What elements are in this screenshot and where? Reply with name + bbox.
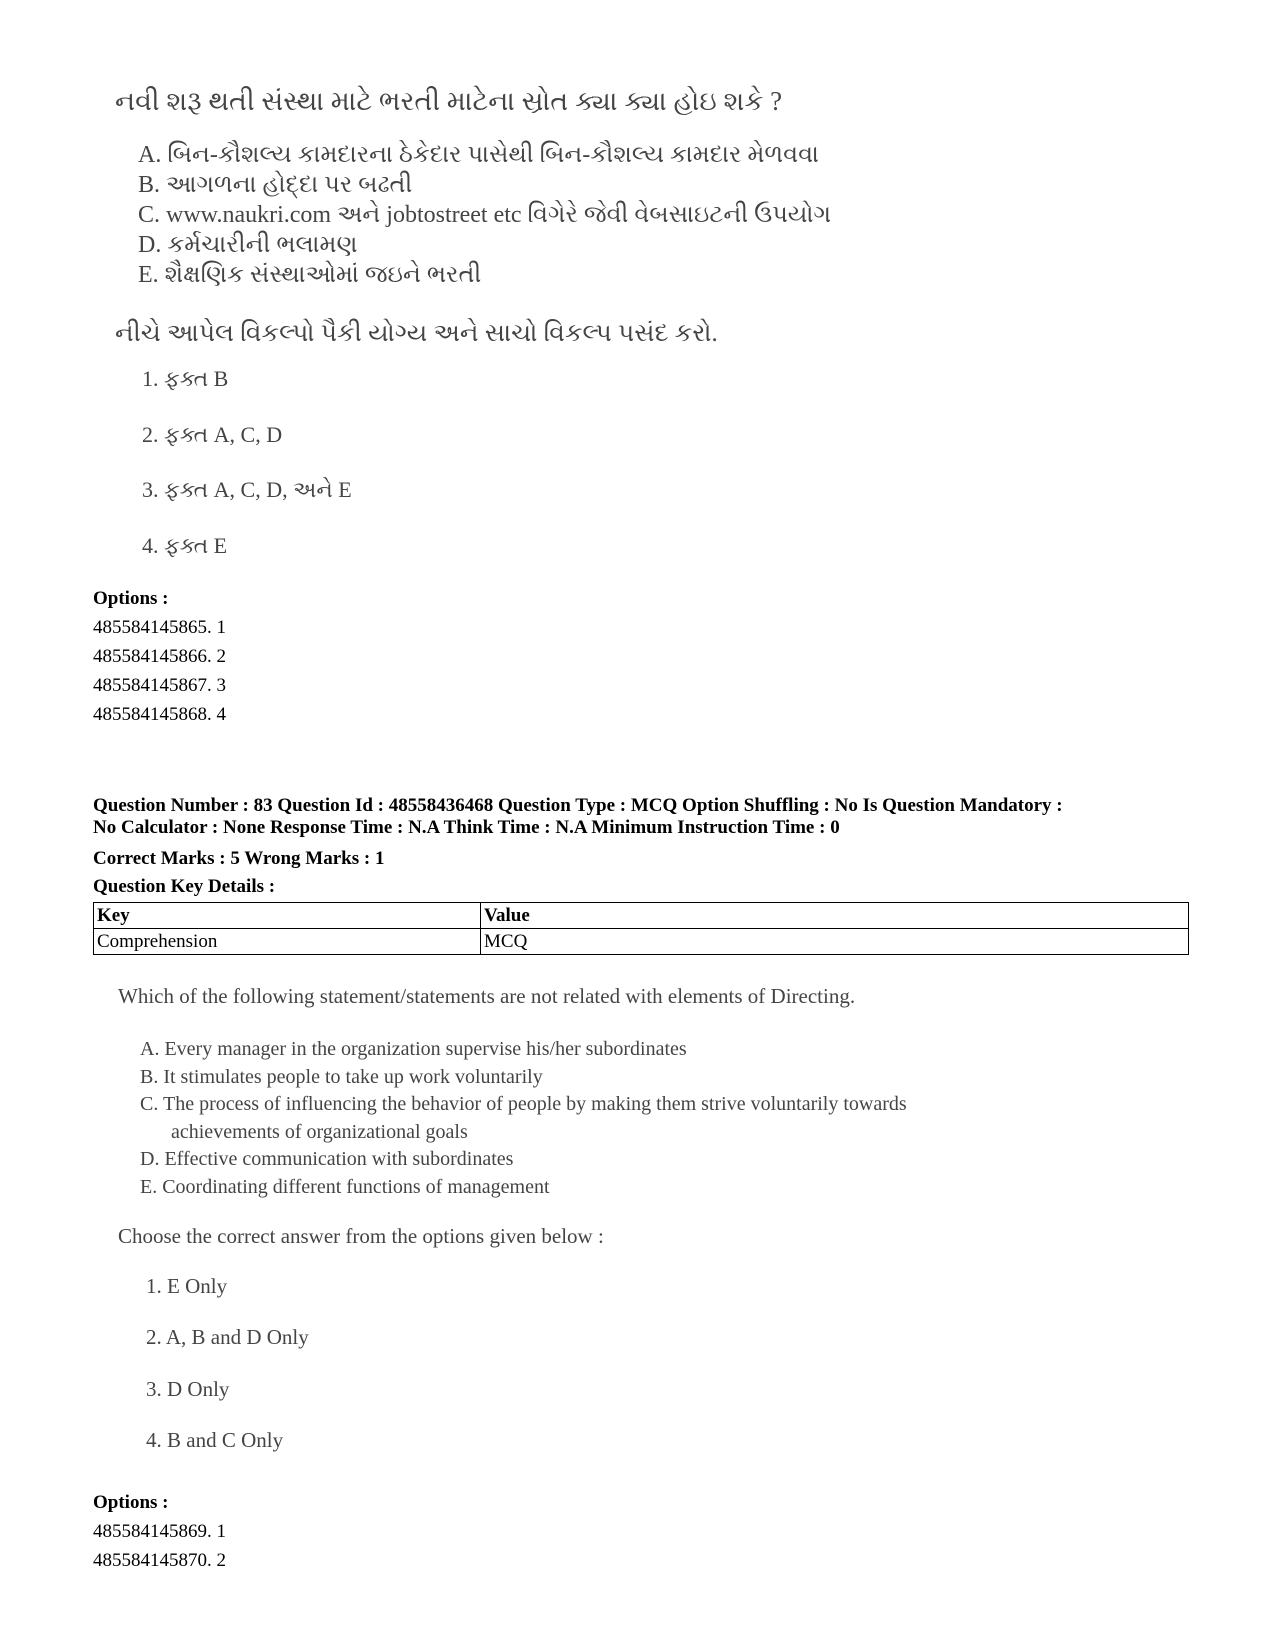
statement-d: D. Effective communication with subordinates	[140, 1148, 514, 1170]
statement-c-continued: achievements of organizational goals	[171, 1120, 468, 1143]
marks-line: Correct Marks : 5 Wrong Marks : 1	[93, 848, 385, 869]
table-header-key: Key	[94, 903, 481, 929]
choice-1: 1. E Only	[146, 1274, 228, 1298]
options-block	[93, 1488, 226, 1575]
key-details-table	[93, 902, 1189, 955]
table-header-row	[94, 903, 1189, 929]
table-header-value: Value	[481, 903, 1189, 929]
choice-4: 4. B and C Only	[146, 1428, 284, 1452]
key-details-heading: Question Key Details :	[93, 876, 276, 897]
option-id: 485584145867. 3	[93, 675, 226, 696]
question-meta	[93, 795, 1193, 839]
choice-4: 4. ફક્ત E	[142, 533, 228, 558]
question-title: Which of the following statement/statements are not related with elements of Directing.	[118, 984, 856, 1008]
choice-2: 2. A, B and D Only	[146, 1325, 309, 1349]
table-cell-value: MCQ	[481, 929, 1189, 955]
statement-e: E. શૈક્ષણિક સંસ્થાઓમાં જઇને ભરતી	[138, 262, 482, 288]
question-meta-line1: Question Number : 83 Question Id : 48558436468 Question Type : MCQ Option Shuffling : No Is Question Mandatory :	[93, 795, 1063, 816]
choice-1: 1. ફક્ત B	[142, 366, 229, 391]
option-id: 485584145866. 2	[93, 646, 226, 667]
statement-c: C. The process of influencing the behavior of people by making them strive voluntarily towards	[140, 1093, 907, 1115]
option-id: 485584145868. 4	[93, 704, 226, 725]
statement-e: E. Coordinating different functions of management	[140, 1175, 550, 1198]
statement-a: A. બિન-કૌશલ્ય કામદારના ઠેકેદાર પાસેથી બિન-કૌશલ્ય કામદાર મેળવવા	[138, 142, 819, 168]
statement-b: B. આગળના હોદ્દા પર બઢતી	[138, 172, 413, 198]
question-instruction: Choose the correct answer from the options given below :	[118, 1224, 604, 1248]
table-row	[94, 929, 1189, 955]
choice-3: 3. ફક્ત A, C, D, અને E	[142, 477, 352, 502]
statement-d: D. કર્મચારીની ભલામણ	[138, 232, 358, 258]
question-meta-line2: No Calculator : None Response Time : N.A Think Time : N.A Minimum Instruction Time : 0	[93, 817, 840, 838]
statement-list	[140, 1036, 907, 1201]
option-id: 485584145870. 2	[93, 1550, 226, 1571]
statement-c: C. www.naukri.com અને jobtostreet etc વિગેરે જેવી વેબસાઇટની ઉપયોગ	[138, 202, 831, 228]
options-header: Options :	[93, 1492, 169, 1513]
table-cell-key: Comprehension	[94, 929, 481, 955]
question-title: નવી શરૂ થતી સંસ્થા માટે ભરતી માટેના સ્રોત ક્યા ક્યા હોઇ શકે ?	[115, 86, 783, 116]
options-header: Options :	[93, 588, 169, 609]
option-id: 485584145865. 1	[93, 617, 226, 638]
choice-3: 3. D Only	[146, 1377, 230, 1401]
statement-b: B. It stimulates people to take up work voluntarily	[140, 1065, 543, 1088]
options-block	[93, 584, 226, 729]
statement-list	[138, 140, 831, 290]
choice-2: 2. ફક્ત A, C, D	[142, 422, 283, 447]
option-id: 485584145869. 1	[93, 1521, 226, 1542]
statement-a: A. Every manager in the organization supervise his/her subordinates	[140, 1038, 687, 1060]
question-instruction: નીચે આપેલ વિકલ્પો પૈકી યોગ્ય અને સાચો વિકલ્પ પસંદ કરો.	[115, 320, 718, 347]
